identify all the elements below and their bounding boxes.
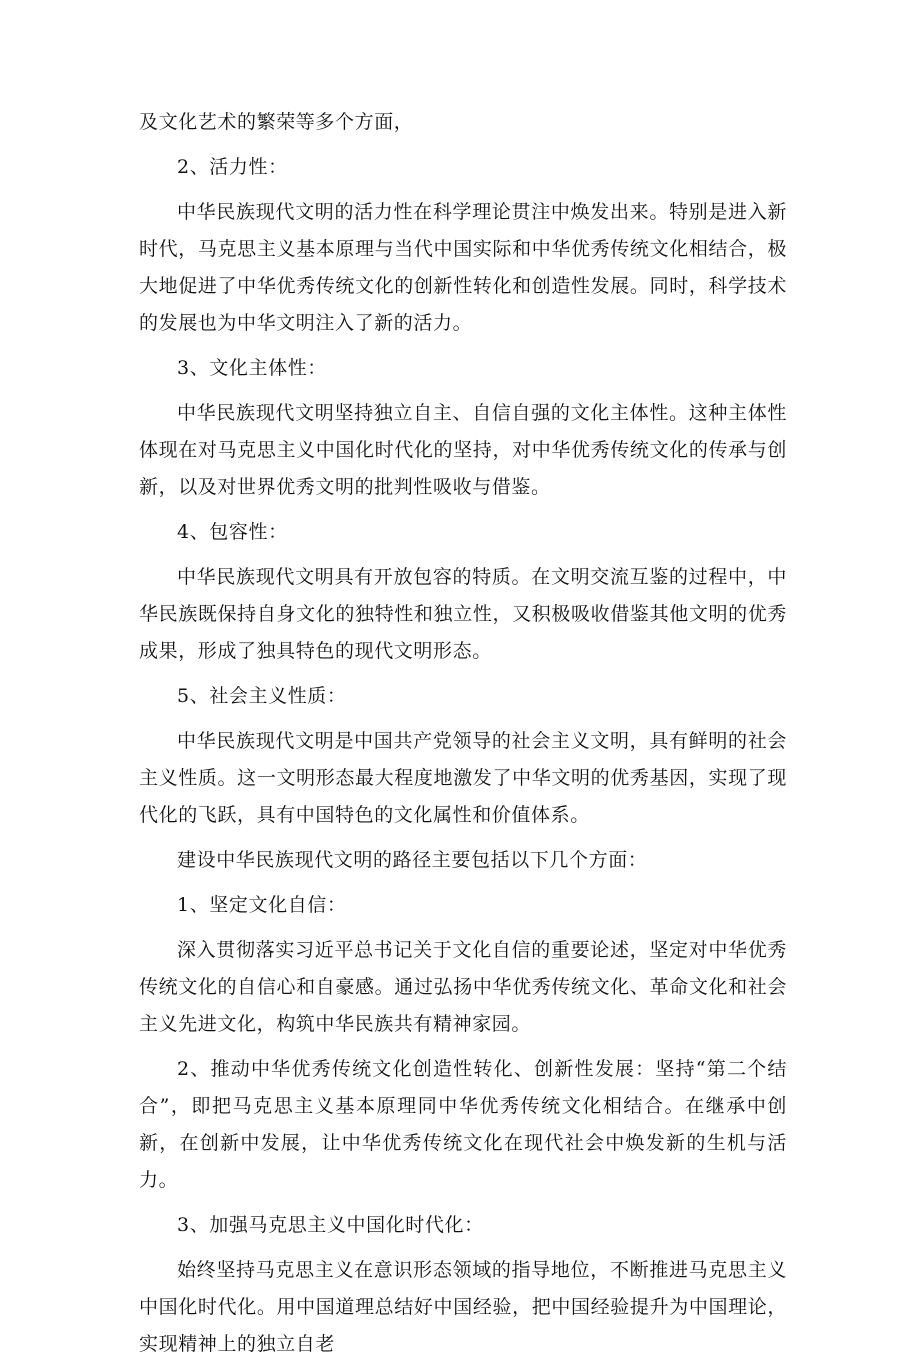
section-heading-inclusiveness: 4、包容性： [177,521,288,543]
paragraph-inclusiveness: 中华民族现代文明具有开放包容的特质。在文明交流互鉴的过程中，中华民族既保持自身文化的独特性和独立性，又积极吸收借鉴其他文明的优秀成果，形成了独具特色的现代文明形态。 [139,566,787,662]
paragraph-cultural-subjectivity: 中华民族现代文明坚持独立自主、自信自强的文化主体性。这种主体性体现在对马克思主义中国化时代化的坚持，对中华优秀传统文化的传承与创新，以及对世界优秀文明的批判性吸收与借鉴。 [139,402,787,498]
paragraph-marxism-sinicization: 始终坚持马克思主义在意识形态领域的指导地位，不断推进马克思主义中国化时代化。用中国道理总结好中国经验，把中国经验提升为中国理论，实现精神上的独立自老 [139,1259,787,1355]
paragraph-paths-intro: 建设中华民族现代文明的路径主要包括以下几个方面： [177,849,648,871]
paragraph-cultural-confidence: 深入贯彻落实习近平总书记关于文化自信的重要论述，坚定对中华优秀传统文化的自信心和自豪感。通过弘扬中华优秀传统文化、革命文化和社会主义先进文化，构筑中华民族共有精神家园。 [139,939,787,1035]
paragraph-continuation: 及文化艺术的繁荣等多个方面， [139,111,414,133]
paragraph-vitality: 中华民族现代文明的活力性在科学理论贯注中焕发出来。特别是进入新时代，马克思主义基本原理与当代中国实际和中华优秀传统文化相结合，极大地促进了中华优秀传统文化的创新性转化和创造性发展。同时，科学技术的发展也为中华文明注入了新的活力。 [139,201,787,334]
section-heading-marxism-sinicization: 3、加强马克思主义中国化时代化： [177,1214,484,1236]
paragraph-creative-transformation: 2、推动中华优秀传统文化创造性转化、创新性发展：坚持“第二个结合”，即把马克思主义基本原理同中华优秀传统文化相结合。在继承中创新，在创新中发展，让中华优秀传统文化在现代社会中焕发新的生机与活力。 [139,1058,787,1191]
paragraph-socialist-nature: 中华民族现代文明是中国共产党领导的社会主义文明，具有鲜明的社会主义性质。这一文明形态最大程度地激发了中华文明的优秀基因，实现了现代化的飞跃，具有中国特色的文化属性和价值体系。 [139,730,787,826]
section-heading-cultural-confidence: 1、坚定文化自信： [177,894,347,916]
section-heading-socialist-nature: 5、社会主义性质： [177,685,347,707]
document-body [139,104,787,1371]
section-heading-vitality: 2、活力性： [177,156,288,178]
section-heading-cultural-subjectivity: 3、文化主体性： [177,357,327,379]
